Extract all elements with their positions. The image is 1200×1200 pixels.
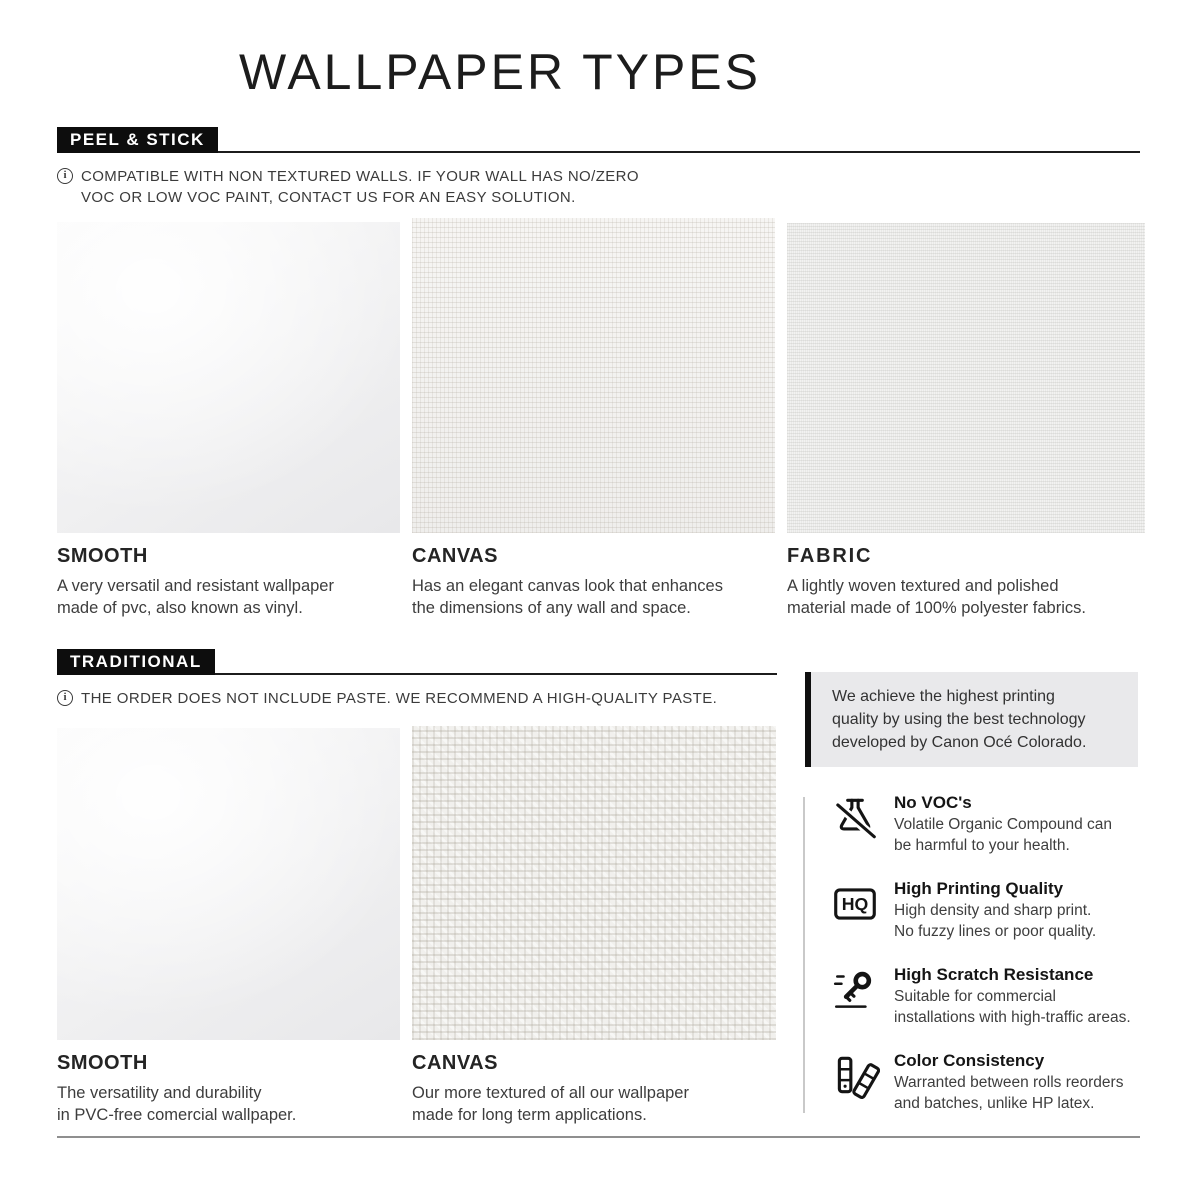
info-icon xyxy=(57,690,73,706)
swatch-description xyxy=(57,1082,400,1126)
desc-line: material made of 100% polyester fabrics. xyxy=(787,599,1086,617)
feature-description xyxy=(894,986,1131,1028)
feature-title: High Printing Quality xyxy=(894,879,1064,898)
desc-line: Our more textured of all our wallpaper xyxy=(412,1084,689,1102)
desc-line: No fuzzy lines or poor quality. xyxy=(894,923,1097,940)
feature-high-scratch-resistance xyxy=(830,965,1175,1028)
info-icon xyxy=(57,168,73,184)
desc-line: Warranted between rolls reorders xyxy=(894,1074,1124,1091)
peel-stick-fabric-column xyxy=(787,223,1145,619)
peel-stick-section-rule xyxy=(57,151,1140,153)
smooth-texture-swatch xyxy=(57,222,400,533)
swatch-description xyxy=(57,575,400,619)
quote-line: quality by using the best technology xyxy=(832,711,1086,728)
swatch-description xyxy=(412,575,775,619)
swatch-title: FABRIC xyxy=(787,545,873,567)
feature-description xyxy=(894,1072,1123,1114)
canvas-texture-swatch xyxy=(412,218,775,533)
peel-stick-canvas-column xyxy=(412,218,775,619)
feature-title: No VOC's xyxy=(894,793,972,812)
peel-stick-note-text xyxy=(81,166,639,208)
traditional-canvas-column xyxy=(412,726,776,1126)
feature-color-consistency xyxy=(830,1051,1175,1114)
traditional-section-tag: TRADITIONAL xyxy=(57,649,215,675)
note-line: VOC OR LOW VOC PAINT, CONTACT US FOR AN EASY SOLUTION. xyxy=(81,189,576,206)
desc-line: the dimensions of any wall and space. xyxy=(412,599,691,617)
hq-icon-text: HQ xyxy=(841,894,869,915)
canvas-texture-swatch xyxy=(412,726,776,1040)
key-scratch-icon xyxy=(830,965,880,1015)
features-divider-line xyxy=(803,797,805,1113)
feature-description xyxy=(894,900,1096,942)
feature-high-printing-quality xyxy=(830,879,1175,942)
bottom-rule xyxy=(57,1136,1140,1138)
feature-text xyxy=(894,793,1112,856)
swatch-title: CANVAS xyxy=(412,1052,498,1074)
page-title: WALLPAPER TYPES xyxy=(238,44,762,100)
desc-line: Volatile Organic Compound can xyxy=(894,816,1112,833)
desc-line: installations with high-traffic areas. xyxy=(894,1009,1131,1026)
desc-line: A very versatil and resistant wallpaper xyxy=(57,577,334,595)
feature-title: High Scratch Resistance xyxy=(894,965,1094,984)
swatch-title: SMOOTH xyxy=(57,545,148,567)
desc-line: Suitable for commercial xyxy=(894,988,1056,1005)
desc-line: made for long term applications. xyxy=(412,1106,647,1124)
note-line: COMPATIBLE WITH NON TEXTURED WALLS. IF YOUR WALL HAS NO/ZERO xyxy=(81,168,639,185)
desc-line: A lightly woven textured and polished xyxy=(787,577,1059,595)
color-swatches-icon xyxy=(830,1051,880,1101)
printing-quality-quote xyxy=(805,672,1138,767)
desc-line: made of pvc, also known as vinyl. xyxy=(57,599,303,617)
feature-no-voc xyxy=(830,793,1175,856)
feature-text xyxy=(894,1051,1123,1114)
swatch-title: CANVAS xyxy=(412,545,498,567)
feature-text xyxy=(894,965,1131,1028)
hq-badge-icon xyxy=(830,879,880,929)
smooth-texture-swatch xyxy=(57,728,400,1040)
peel-stick-note xyxy=(57,166,639,208)
peel-stick-smooth-column xyxy=(57,222,400,619)
desc-line: in PVC-free comercial wallpaper. xyxy=(57,1106,297,1124)
traditional-smooth-column xyxy=(57,728,400,1126)
fabric-texture-swatch xyxy=(787,223,1145,533)
peel-stick-section-tag: PEEL & STICK xyxy=(57,127,218,153)
desc-line: Has an elegant canvas look that enhances xyxy=(412,577,723,595)
feature-description xyxy=(894,814,1112,856)
desc-line: be harmful to your health. xyxy=(894,837,1070,854)
traditional-note-text: THE ORDER DOES NOT INCLUDE PASTE. WE RECOMMEND A HIGH-QUALITY PASTE. xyxy=(81,690,718,707)
quote-line: We achieve the highest printing xyxy=(832,688,1055,705)
desc-line: High density and sharp print. xyxy=(894,902,1092,919)
feature-text xyxy=(894,879,1096,942)
traditional-note xyxy=(57,688,717,709)
desc-line: The versatility and durability xyxy=(57,1084,262,1102)
quote-line: developed by Canon Océ Colorado. xyxy=(832,734,1087,751)
feature-title: Color Consistency xyxy=(894,1051,1045,1070)
desc-line: and batches, unlike HP latex. xyxy=(894,1095,1095,1112)
swatch-description xyxy=(412,1082,776,1126)
swatch-title: SMOOTH xyxy=(57,1052,148,1074)
swatch-description xyxy=(787,575,1145,619)
no-voc-flask-icon xyxy=(830,793,880,843)
